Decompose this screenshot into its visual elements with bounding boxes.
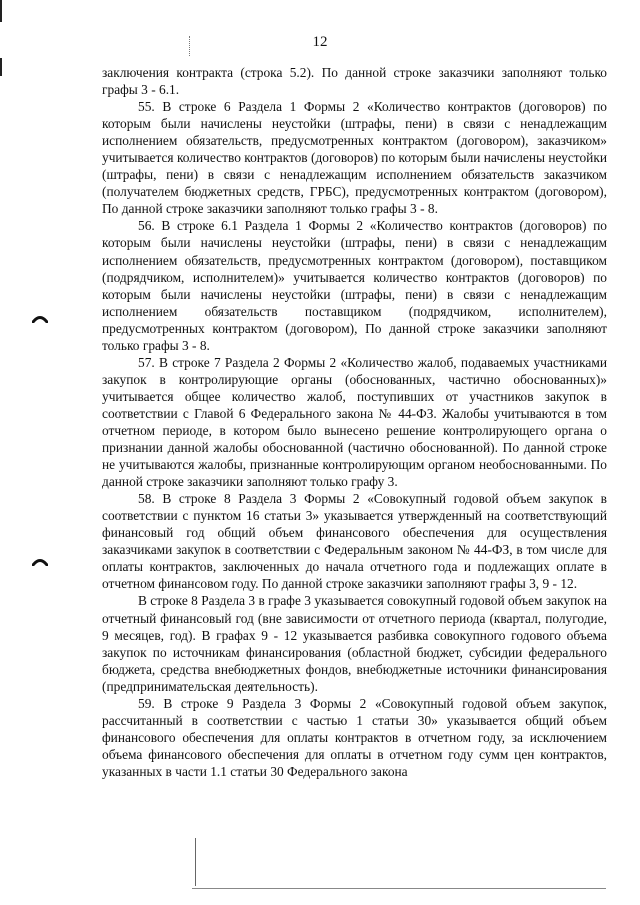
paragraph-59: 59. В строке 9 Раздела 3 Формы 2 «Совокупный годовой объем закупок, рассчитанный в соответствии с частью 1 статьи 30» указывается общий объем финансового обеспечения для оплаты контрактов в отчетном году, за исключением объема финансового обеспечения для оплаты в отчетном году сумм цен контрактов, указанных в части 1.1 статьи 30 Федерального закона	[102, 695, 607, 779]
scan-edge-mark	[0, 0, 2, 22]
scan-fold-mark	[195, 838, 197, 886]
paragraph-55: 55. В строке 6 Раздела 1 Формы 2 «Количество контрактов (договоров) по которым были начислены неустойки (штрафы, пени) в связи с ненадлежащим исполнением обязательств, предусмотренных контрактом (договором), заказчиком» учитывается количество контрактов (договоров) по которым были начислены неустойки (штрафы, пени) в связи с ненадлежащим исполнением обязательств заказчиком (получателем бюджетных средств, ГРБС), предусмотренных контрактом (договором), По данной строке заказчики заполняют только графы 3 - 8.	[102, 99, 607, 217]
punch-hole-mark	[32, 313, 48, 323]
paragraph-57: 57. В строке 7 Раздела 2 Формы 2 «Количество жалоб, подаваемых участниками закупок в контролирующие органы (обоснованных, частично обоснованных)» учитывается общее количество жалоб, поступивших от участников закупок в соответствии с Главой 6 Федерального закона № 44-ФЗ. Жалобы учитываются в том отчетном периоде, в котором было вынесено решение контролирующего органа о признании данной жалобы обоснованной (частично обоснованной). По данной строке не учитываются жалобы, признанные контролирующим органом необоснованными. По данной строке заказчики заполняют только графу 3.	[102, 354, 607, 490]
punch-hole-mark	[32, 556, 48, 566]
scan-bottom-line	[192, 888, 606, 889]
page-number: 12	[312, 34, 328, 50]
document-body	[102, 64, 607, 780]
paragraph-58-note: В строке 8 Раздела 3 в графе 3 указывается совокупный годовой объем закупок на отчетный финансовый год (вне зависимости от отчетного периода (квартал, полугодие, 9 месяцев, год). В графах 9 - 12 указывается разбивка совокупного годового объема закупок по источникам финансирования (областной бюджет, субсидии федерального бюджета, средства внебюджетных фондов, внебюджетные источники финансирования (предпринимательская деятельность).	[102, 593, 607, 694]
paragraph-56: 56. В строке 6.1 Раздела 1 Формы 2 «Количество контрактов (договоров) по которым были начислены неустойки (штрафы, пени) в связи с ненадлежащим исполнением обязательств, предусмотренных контрактом (договором), поставщиком (подрядчиком, исполнителем)» учитывается количество контрактов (договоров) по которым были начислены неустойки (штрафы, пени) в связи с ненадлежащим исполнением обязательств поставщиком (подрядчиком, исполнителем), предусмотренных контрактом (договором), По данной строке заказчики заполняют только графы 3 - 8.	[102, 218, 607, 353]
scan-edge-mark	[0, 58, 2, 76]
paragraph-58: 58. В строке 8 Раздела 3 Формы 2 «Совокупный годовой объем закупок в соответствии с пунктом 16 статьи 3» указывается утвержденный на соответствующий финансовый год общий объем финансового обеспечения для осуществления заказчиками закупок в соответствии с Федеральным законом № 44-ФЗ, в том числе для оплаты контрактов, заключенных до начала отчетного года и подлежащих оплате в отчетном финансовом году. По данной строке заказчики заполняют графы 3, 9 - 12.	[102, 491, 607, 592]
paragraph-continuation: заключения контракта (строка 5.2). По данной строке заказчики заполняют только графы 3 - 6.1.	[102, 65, 607, 98]
